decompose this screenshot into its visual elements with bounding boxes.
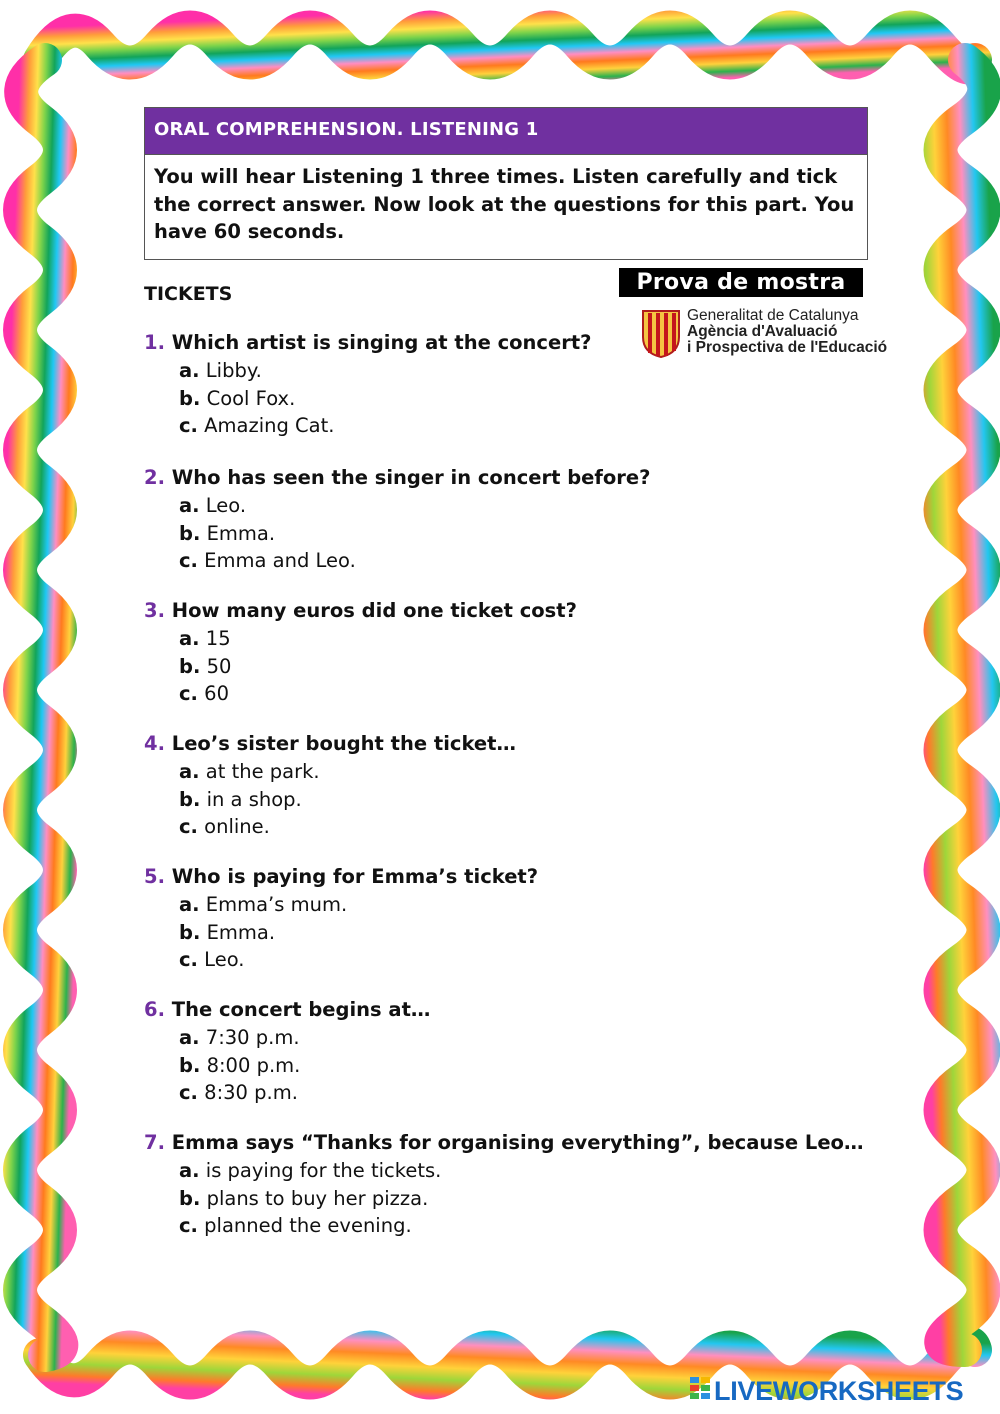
question-number: 6. [144, 998, 165, 1021]
answer-option[interactable]: a. Leo. [179, 494, 247, 517]
answer-option[interactable]: c. Amazing Cat. [179, 414, 335, 438]
question-text: Leo’s sister bought the ticket… [171, 732, 516, 755]
listening-instructions: You will hear Listening 1 three times. Listen carefully and tick the correct answer. Now look at the questions for this part. You have 60 seconds. [154, 165, 855, 243]
catalonia-emblem-icon [639, 307, 683, 359]
question-number: 7. [144, 1131, 165, 1154]
question-number: 5. [144, 865, 165, 888]
answer-option[interactable]: c. online. [179, 815, 270, 839]
answer-option[interactable]: b. 50 [179, 654, 232, 678]
question-1 [144, 329, 591, 440]
question-number: 1. [144, 331, 165, 354]
question-5 [144, 863, 538, 974]
answer-option[interactable]: b. Emma. [179, 521, 276, 545]
answer-option[interactable]: a. 15 [179, 627, 231, 650]
question-7 [144, 1129, 863, 1240]
question-text: The concert begins at… [171, 998, 431, 1021]
question-text: Who is paying for Emma’s ticket? [171, 865, 539, 888]
answer-option[interactable]: a. Emma’s mum. [179, 893, 348, 916]
question-text: How many euros did one ticket cost? [171, 599, 577, 622]
question-number: 4. [144, 732, 165, 755]
section-title: TICKETS [144, 283, 233, 305]
instructions-box [144, 107, 868, 260]
logo-line-3: i Prospectiva de l'Educació [687, 339, 888, 356]
liveworksheets-wordmark: LIVEWORKSHEETS [714, 1375, 964, 1406]
question-text: Emma says “Thanks for organising everything”, because Leo… [171, 1131, 864, 1154]
question-text: Which artist is singing at the concert? [171, 331, 592, 354]
answer-option[interactable]: b. plans to buy her pizza. [179, 1186, 429, 1210]
logo-line-2: Agència d'Avaluació [687, 323, 838, 340]
sample-test-badge: Prova de mostra [619, 268, 863, 297]
answer-option[interactable]: a. Libby. [179, 359, 262, 382]
answer-option[interactable]: b. in a shop. [179, 787, 302, 811]
answer-option[interactable]: b. 8:00 p.m. [179, 1053, 301, 1077]
question-3 [144, 597, 577, 708]
agency-logo [639, 306, 904, 360]
question-4 [144, 730, 516, 841]
question-2 [144, 464, 650, 575]
answer-option[interactable]: b. Emma. [179, 920, 276, 944]
liveworksheets-logo[interactable] [690, 1374, 963, 1408]
question-number: 2. [144, 466, 165, 489]
liveworksheets-icon [690, 1377, 710, 1405]
question-text: Who has seen the singer in concert before? [171, 466, 651, 489]
answer-option[interactable]: a. 7:30 p.m. [179, 1026, 300, 1049]
question-number: 3. [144, 599, 165, 622]
answer-option[interactable]: a. at the park. [179, 760, 320, 783]
answer-option[interactable]: a. is paying for the tickets. [179, 1159, 442, 1182]
listening-title: ORAL COMPREHENSION. LISTENING 1 [145, 108, 867, 155]
answer-option[interactable]: c. 60 [179, 682, 229, 706]
answer-option[interactable]: b. Cool Fox. [179, 386, 296, 410]
logo-line-1: Generalitat de Catalunya [687, 307, 859, 324]
answer-option[interactable]: c. 8:30 p.m. [179, 1081, 298, 1105]
answer-option[interactable]: c. Leo. [179, 948, 245, 972]
answer-option[interactable]: c. Emma and Leo. [179, 549, 356, 573]
answer-option[interactable]: c. planned the evening. [179, 1214, 412, 1238]
question-6 [144, 996, 430, 1107]
